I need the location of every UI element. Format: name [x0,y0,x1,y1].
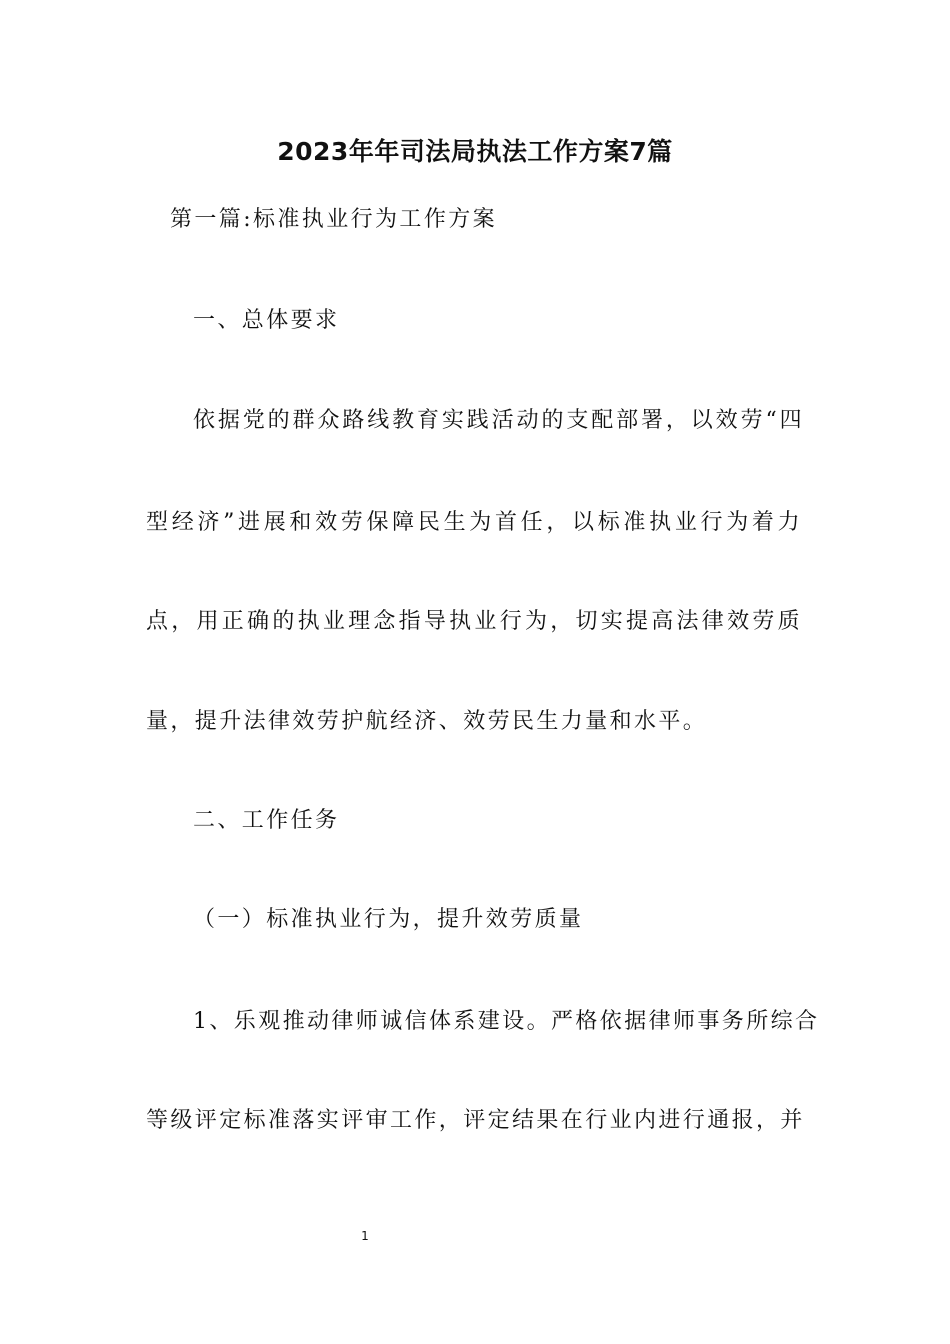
paragraph-line: 点，用正确的执业理念指导执业行为，切实提高法律效劳质 [146,609,802,634]
paragraph-line: 型经济”进展和效劳保障民生为首任，以标准执业行为着力 [146,510,802,535]
paragraph-line: 等级评定标准落实评审工作，评定结果在行业内进行通报，并 [146,1108,805,1133]
paragraph-line: 量，提升法律效劳护航经济、效劳民生力量和水平。 [146,709,708,734]
page-number: 1 [361,1229,369,1243]
paragraph-line: 1、乐观推动律师诚信体系建设。严格依据律师事务所综合 [193,1009,820,1034]
paragraph-line: 依据党的群众路线教育实践活动的支配部署，以效劳“四 [193,408,804,433]
subheading-standardize-practice: （一）标准执业行为，提升效劳质量 [193,907,584,932]
heading-work-tasks: 二、工作任务 [193,808,340,833]
heading-general-requirements: 一、总体要求 [193,308,340,333]
document-title: 2023年年司法局执法工作方案7篇 [277,137,673,166]
section-heading-part-one: 第一篇:标准执业行为工作方案 [170,207,498,232]
